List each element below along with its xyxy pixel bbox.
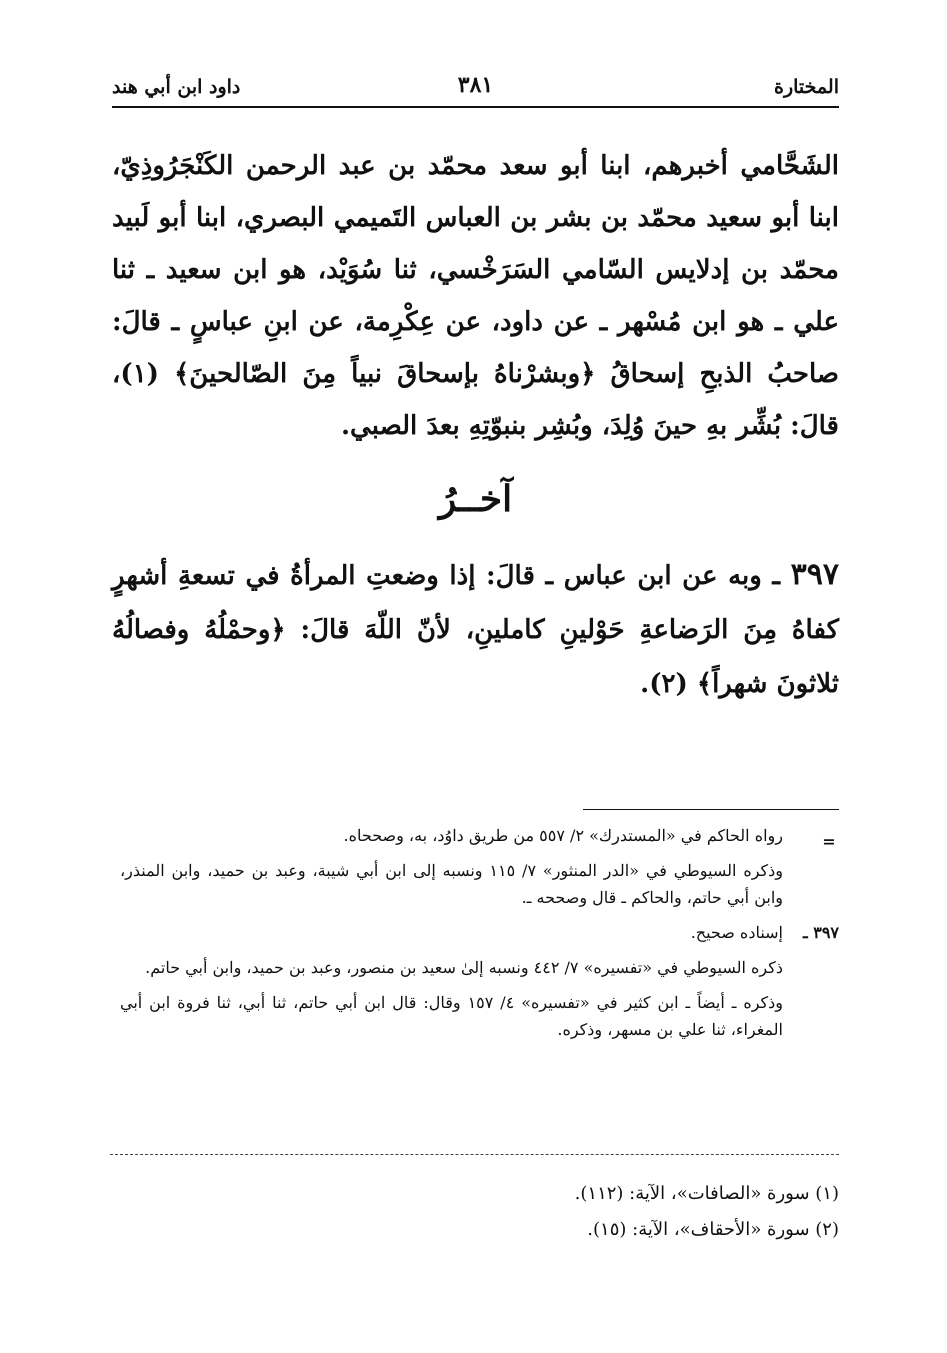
dashed-rule [110,1154,839,1155]
quran-footnotes [112,1176,839,1248]
footnote-rule [583,809,839,810]
hadith-397 [112,548,839,711]
hadith-paragraph [112,548,839,711]
commentary-text: وذكره ـ أيضاً ـ ابن كثير في «تفسيره» ٤/ ١٥٧ وقال: قال ابن أبي حاتم، ثنا أبي، ثنا فروة ابن أبي المغراء، ثنا علي بن مسهر، وذكره. [120,993,784,1039]
commentary-text: وذكره السيوطي في «الدر المنثور» ٧/ ١١٥ ونسبه إلى ابن أبي شيبة، وعبد بن حميد، وابن المنذر، وابن أبي حاتم، والحاكم ـ قال وصححه ـ. [120,861,784,907]
hadith-number: ٣٩٧ [790,557,839,592]
commentary-text: إسناده صحيح. [690,923,783,942]
section-heading: آخــرُ [438,478,513,520]
commentary-text: ذكره السيوطي في «تفسيره» ٧/ ٤٤٢ ونسبه إلىٰ سعيد بن منصور، وعبد بن حميد، وابن أبي حاتم. [145,958,783,977]
continuation-marker: = [822,832,836,851]
footnote-2: (٢) سورة «الأحقاف»، الآية: (١٥). [587,1219,839,1240]
commentary-entry [120,919,839,946]
commentary-number: ٣٩٧ ـ [802,923,839,942]
header-rule [112,106,839,108]
running-header [112,68,839,108]
page-number: ٣٨١ [457,72,494,98]
commentary-entry [120,954,839,981]
commentary-entry [120,822,839,849]
commentary-entry [120,857,839,911]
footnote-1: (١) سورة «الصافات»، الآية: (١١٢). [574,1183,839,1204]
isnad-paragraph [112,140,839,452]
chapter-title: داود ابن أبي هند [112,76,241,98]
commentary-entry [120,989,839,1043]
commentary-notes [120,822,839,1051]
isnad-text: الشَحَّامي أخبرهم، ابنا أبو سعد محمّد بن عبد الرحمن الكَنْجَرُوذِيّ، ابنا أبو سعيد محمّد بن بشر بن العباس التَميمي البصري، ابنا أبو لَبيد محمّد بن إدلايس السّامي السَرَخْسي، ثنا سُوَيْد، هو ابن سعيد ـ ثنا علي ـ هو ابن مُسْهر ـ عن داود، عن عِكْرِمة، عن ابنِ عباسٍ ـ قالَ: صاحبُ الذبحِ إسحاقُ ﴿وبشرْناهُ بإسحاقَ نبياً مِنَ الصّالحينَ﴾ (١)، قالَ: بُشِّر بهِ حينَ وُلِدَ، وبُشِر بنبوّتِهِ بعدَ الصبي. [112,151,839,441]
hadith-text: ـ وبه عن ابن عباس ـ قالَ: إذا وضعتِ المرأةُ في تسعةِ أشهرٍ كفاهُ مِنَ الرَضاعةِ حَوْلينِ كاملينِ، لأنّ اللّهَ قالَ: ﴿وحمْلُهُ وفصالُهُ ثلاثونَ شهراً﴾ (٢). [112,561,839,699]
book-title: المختارة [774,76,839,98]
commentary-text: رواه الحاكم في «المستدرك» ٢/ ٥٥٧ من طريق داوُد، به، وصححاه. [343,826,783,845]
